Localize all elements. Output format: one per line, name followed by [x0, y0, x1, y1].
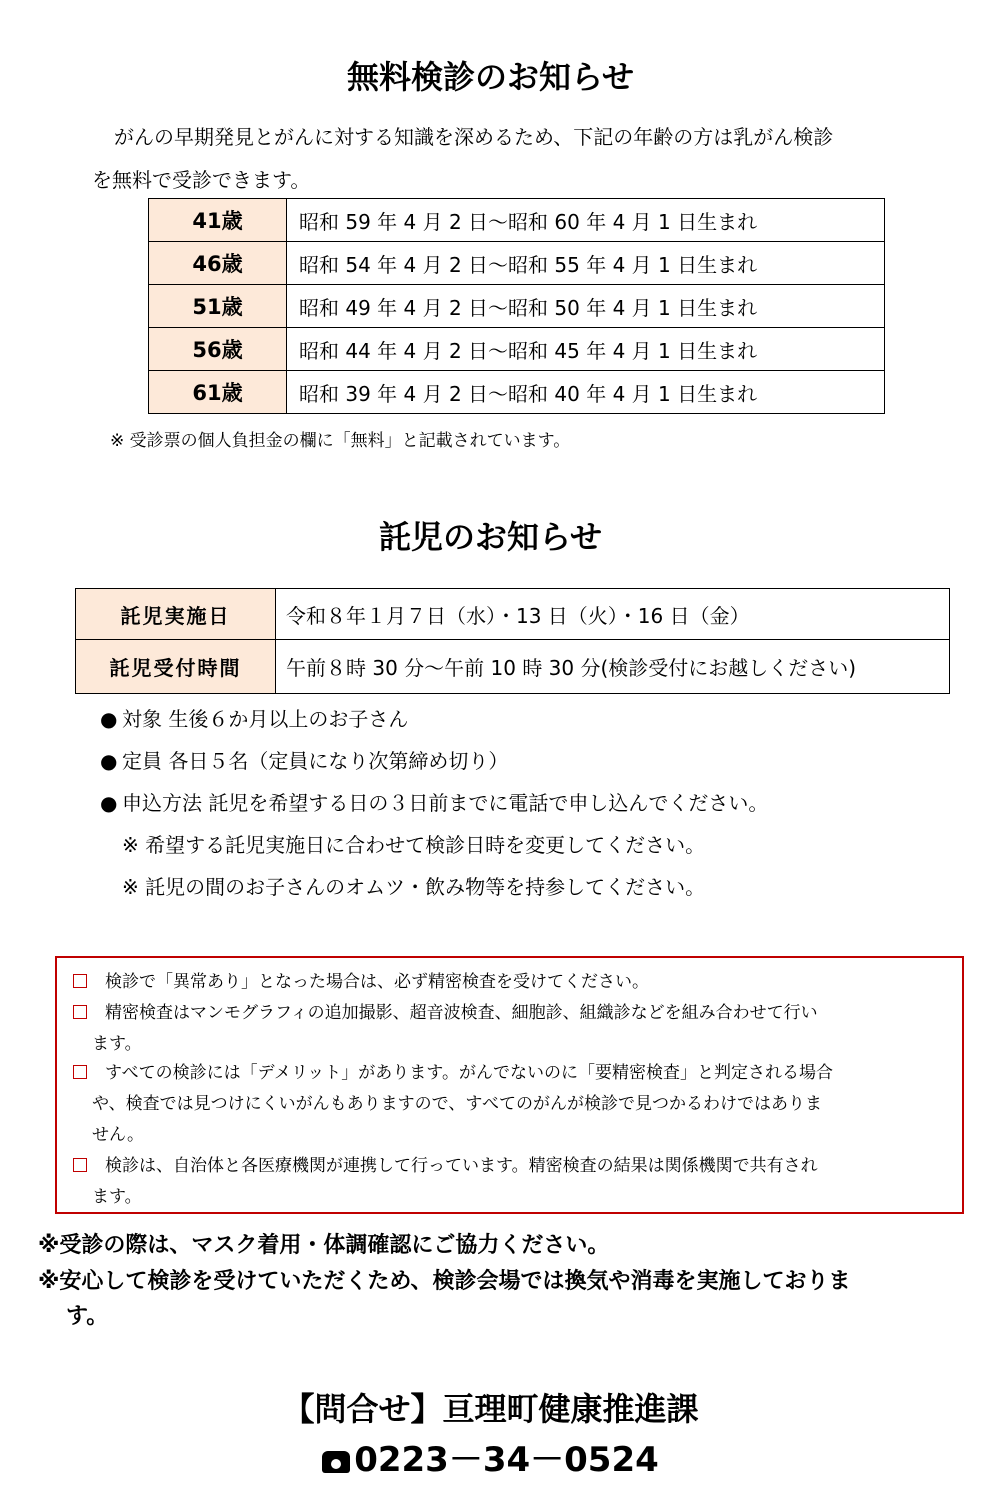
- table-row: [149, 328, 885, 371]
- birth-range-cell: 昭和 39 年 4 月 2 日～昭和 40 年 4 月 1 日生まれ: [287, 371, 885, 414]
- birth-range-cell: 昭和 59 年 4 月 2 日～昭和 60 年 4 月 1 日生まれ: [287, 199, 885, 242]
- caution-text: 精密検査はマンモグラフィの追加撮影、超音波検査、細胞診、組織診などを組み合わせて行い: [105, 1003, 818, 1023]
- caution-item: [73, 998, 953, 1060]
- age-cell: 46歳: [149, 242, 287, 285]
- caution-text: すべての検診には「デメリット」があります。がんでないのに「要精密検査」と判定される場合: [105, 1063, 833, 1083]
- table-row: [76, 640, 950, 694]
- birth-range-cell: 昭和 49 年 4 月 2 日～昭和 50 年 4 月 1 日生まれ: [287, 285, 885, 328]
- bullet-text: 定員 各日５名（定員になり次第締め切り）: [122, 749, 509, 773]
- checkbox-square-icon: [73, 1158, 87, 1172]
- contact-label: 【問合せ】亘理町健康推進課: [282, 1390, 699, 1428]
- caution-item: [73, 967, 953, 998]
- caution-text: ます。: [92, 1187, 142, 1207]
- table-row: [149, 242, 885, 285]
- age-cell: 41歳: [149, 199, 287, 242]
- daycare-note: ※ 希望する託児実施日に合わせて検診日時を変更してください。: [122, 833, 706, 857]
- caution-text: せん。: [92, 1125, 145, 1145]
- daycare-title: 託児のお知らせ: [378, 518, 603, 556]
- table-row: [149, 199, 885, 242]
- caution-text: や、検査では見つけにくいがんもありますので、すべてのがんが検診で見つかるわけではありま: [92, 1094, 822, 1114]
- birth-range-cell: 昭和 54 年 4 月 2 日～昭和 55 年 4 月 1 日生まれ: [287, 242, 885, 285]
- age-cell: 61歳: [149, 371, 287, 414]
- screening-title: 無料検診のお知らせ: [346, 58, 635, 96]
- caution-text: 検診で「異常あり」となった場合は、必ず精密検査を受けてください。: [105, 972, 649, 992]
- phone-number[interactable]: 0223－34－0524: [354, 1440, 659, 1480]
- list-item: [100, 704, 408, 734]
- age-cell: 56歳: [149, 328, 287, 371]
- daycare-note: ※ 託児の間のお子さんのオムツ・飲み物等を持参してください。: [122, 875, 706, 899]
- free-note: ※ 受診票の個人負担金の欄に「無料」と記載されています。: [110, 431, 571, 451]
- time-value: 午前８時 30 分～午前 10 時 30 分(検診受付にお越しください): [276, 640, 950, 694]
- caution-text: 検診は、自治体と各医療機関が連携して行っています。精密検査の結果は関係機関で共有され: [105, 1156, 818, 1176]
- ventilation-note-line-2: す。: [66, 1304, 109, 1329]
- bullet-icon: ●: [100, 707, 118, 731]
- table-row: [149, 371, 885, 414]
- daycare-info-table: [75, 588, 950, 694]
- ventilation-note-line-1: ※安心して検診を受けていただくため、検診会場では換気や消毒を実施しておりま: [38, 1269, 851, 1294]
- caution-text: ます。: [92, 1034, 142, 1054]
- bullet-text: 対象 生後６か月以上のお子さん: [122, 707, 409, 731]
- date-value: 令和８年１月７日（水）・13 日（火）・16 日（金）: [276, 589, 950, 640]
- screening-intro: [92, 116, 952, 202]
- intro-line-1: がんの早期発見とがんに対する知識を深めるため、下記の年齢の方は乳がん検診: [114, 125, 834, 149]
- telephone-icon: [322, 1451, 350, 1473]
- checkbox-square-icon: [73, 1005, 87, 1019]
- intro-line-2: を無料で受診できます。: [92, 168, 311, 192]
- age-cell: 51歳: [149, 285, 287, 328]
- checkbox-square-icon: [73, 1065, 87, 1079]
- time-label: 託児受付時間: [76, 640, 276, 694]
- contact-phone: [0, 1432, 981, 1481]
- bullet-text: 申込方法 託児を希望する日の３日前までに電話で申し込んでください。: [122, 791, 769, 815]
- mask-note: ※受診の際は、マスク着用・体調確認にご協力ください。: [38, 1233, 610, 1258]
- bullet-icon: ●: [100, 749, 118, 773]
- checkbox-square-icon: [73, 974, 87, 988]
- caution-item: [73, 1151, 953, 1213]
- age-eligibility-table: [148, 198, 885, 414]
- birth-range-cell: 昭和 44 年 4 月 2 日～昭和 45 年 4 月 1 日生まれ: [287, 328, 885, 371]
- bullet-icon: ●: [100, 791, 118, 815]
- caution-box: [55, 956, 964, 1214]
- caution-item: [73, 1058, 953, 1151]
- list-item: [100, 788, 768, 818]
- date-label: 託児実施日: [76, 589, 276, 640]
- list-item: [100, 746, 508, 776]
- ventilation-note: [38, 1264, 968, 1334]
- table-row: [149, 285, 885, 328]
- table-row: [76, 589, 950, 640]
